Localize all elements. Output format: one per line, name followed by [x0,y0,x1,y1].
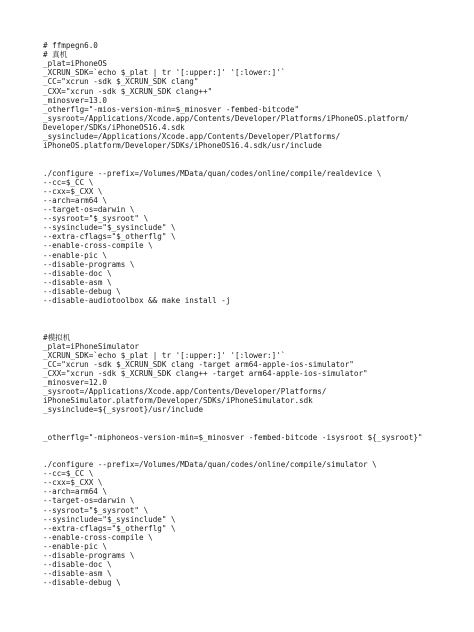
code-line [43,424,463,433]
code-line: _XCRUN_SDK=`echo $_plat | tr '[:upper:]' '[:lower:]'` [43,68,286,78]
code-line [43,451,463,460]
code-line: --enable-cross-compile \ [43,241,153,251]
code-line: --cc=$_CC \ [43,469,94,479]
code-line: _minosver=12.0 [43,378,108,388]
code-line: --enable-pic \ [43,542,108,552]
code-line: _otherflg="-miphoneos-version-min=$_minosver -fembed-bitcode -isysroot ${_sysroot}" [43,432,423,442]
code-line: --disable-asm \ [43,277,112,287]
code-line: --sysroot="$_sysroot" \ [43,505,149,515]
code-line: _CXX="xcrun -sdk $_XCRUN_SDK clang++" [43,86,213,96]
code-line: _sysroot=/Applications/Xcode.app/Contents/Developer/Platforms/ [43,387,327,397]
code-line: --arch=arm64 \ [43,487,108,497]
code-line: # ffmpegn6.0 [43,41,98,50]
code-line: --target-os=darwin \ [43,496,135,506]
code-line: --cxx=$_CXX \ [43,478,103,488]
code-line: --target-os=darwin \ [43,204,135,214]
code-line: iPhoneOS.platform/Developer/SDKs/iPhoneOS16.4.sdk/usr/include [43,141,322,151]
code-line [43,323,463,332]
code-line: --disable-debug \ [43,286,121,296]
code-line: iPhoneSimulator.platform/Developer/SDKs/iPhoneSimulator.sdk [43,396,313,406]
code-line: _CXX="xcrun -sdk $_XCRUN_SDK clang++ -target arm64-apple-ios-simulator" [43,368,368,378]
code-line: --disable-doc \ [43,560,112,570]
code-line: _CC="xcrun -sdk $_XCRUN_SDK clang" [43,77,199,87]
code-line: _XCRUN_SDK=`echo $_plat | tr '[:upper:]' '[:lower:]'` [43,350,286,360]
code-line: --sysinclude="$_sysinclude" \ [43,223,176,233]
code-line [43,305,463,314]
code-line [43,442,463,451]
code-line: _minosver=13.0 [43,95,108,105]
code-line: _sysinclude=/Applications/Xcode.app/Contents/Developer/Platforms/ [43,132,341,142]
code-line: --enable-pic \ [43,250,108,260]
code-line [43,314,463,323]
code-line: # 真机 [43,50,68,60]
code-line [43,159,463,168]
code-line: Developer/SDKs/iPhoneOS16.4.sdk [43,122,185,132]
code-line: --disable-asm \ [43,569,112,579]
code-line: ./configure --prefix=/Volumes/MData/quan/codes/online/compile/realdevice \ [43,168,382,178]
code-line: --extra-cflags="$_otherflg" \ [43,523,176,533]
code-line: _sysinclude=${_sysroot}/usr/include [43,405,204,415]
code-line: _CC="xcrun -sdk $_XCRUN_SDK clang -target arm64-apple-ios-simulator" [43,359,354,369]
code-line: --enable-cross-compile \ [43,532,153,542]
code-line: --disable-audiotoolbox && make install -j [43,296,231,306]
code-line: --cc=$_CC \ [43,177,94,187]
code-line: ./configure --prefix=/Volumes/MData/quan/codes/online/compile/simulator \ [43,460,377,470]
code-line: --extra-cflags="$_otherflg" \ [43,232,176,242]
code-line: --disable-debug \ [43,578,121,588]
code-line: #模拟机 [43,332,71,342]
code-line: --disable-doc \ [43,268,112,278]
code-line: _otherflg="-mios-version-min=$_minosver -fembed-bitcode" [43,104,300,114]
code-block [43,41,463,588]
code-line: _sysroot=/Applications/Xcode.app/Contents/Developer/Platforms/iPhoneOS.platform/ [43,113,409,123]
code-line: --disable-programs \ [43,259,135,269]
code-line: --sysroot="$_sysroot" \ [43,214,149,224]
code-line: --cxx=$_CXX \ [43,186,103,196]
code-line [43,150,463,159]
code-line: --disable-programs \ [43,551,135,561]
code-line: --arch=arm64 \ [43,195,108,205]
code-line: _plat=iPhoneSimulator [43,341,140,351]
code-line [43,414,463,423]
code-line: --sysinclude="$_sysinclude" \ [43,514,176,524]
code-line: _plat=iPhoneOS [43,59,108,69]
